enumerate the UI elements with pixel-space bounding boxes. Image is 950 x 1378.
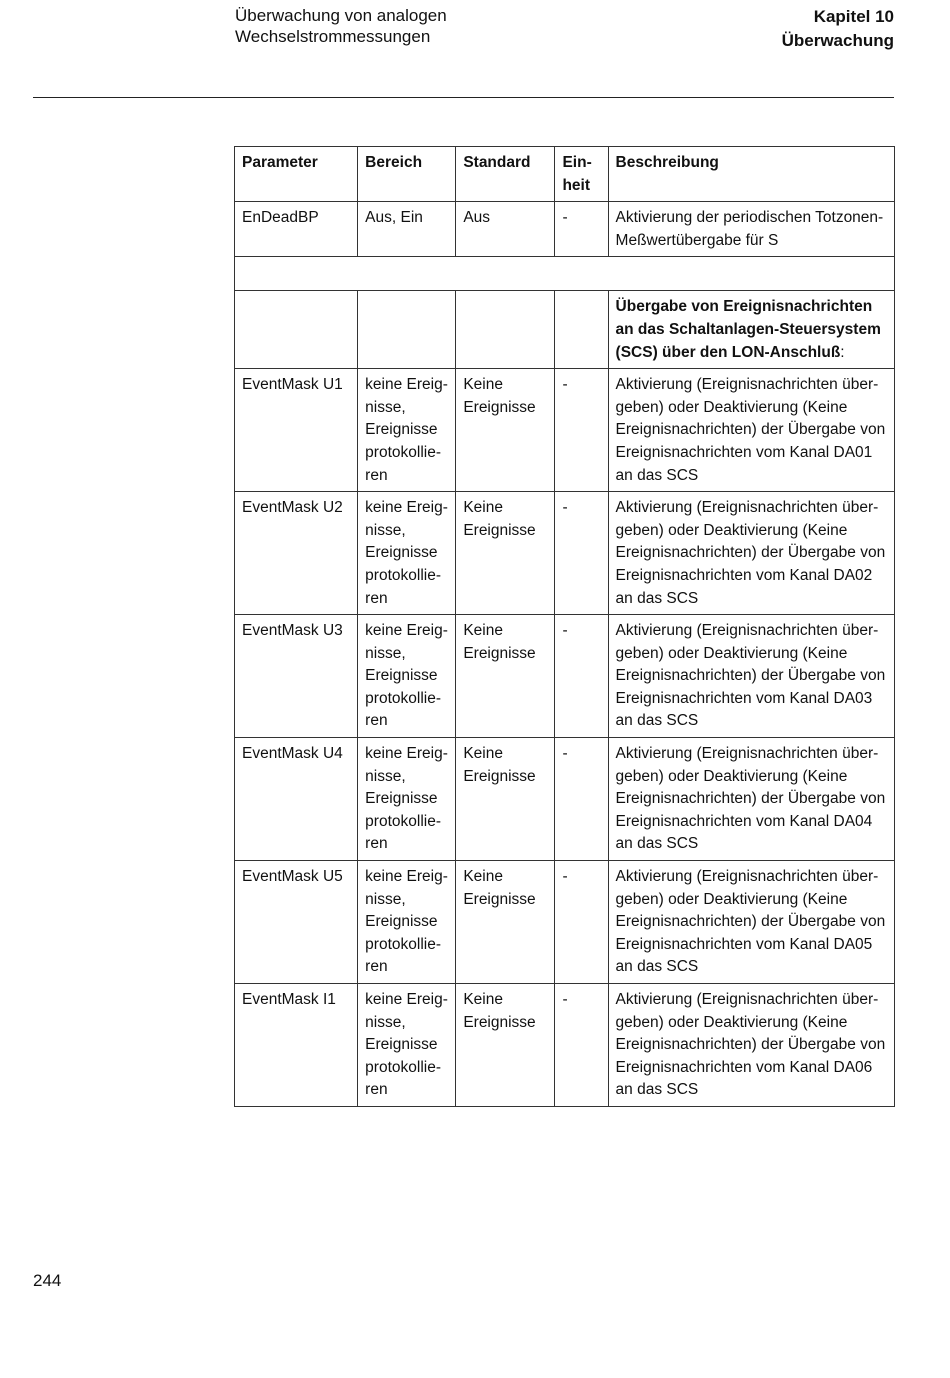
cell-default-text: Keine Ereignisse xyxy=(463,376,536,416)
cell-unit xyxy=(555,861,608,984)
cell-range xyxy=(358,615,456,738)
cell-range xyxy=(358,369,456,492)
header-section-title xyxy=(235,5,447,47)
header-divider xyxy=(33,97,894,98)
cell-default xyxy=(456,369,555,492)
column-header-default: Standard xyxy=(456,147,555,202)
cell-parameter xyxy=(235,369,358,492)
cell-description-text: Aktivierung (Ereignisnachrichten über- geben) oder Deaktivierung (Keine Ereignisnachrichten) der Übergabe von Ereignisnachrichten vom Kanal DA03 an das SCS xyxy=(615,622,886,730)
cell-default-text: Keine Ereignisse xyxy=(463,499,536,539)
cell-parameter-text: EventMask U5 xyxy=(242,868,343,886)
cell-description xyxy=(608,369,894,492)
cell-description-text: Aktivierung (Ereignisnachrichten über- geben) oder Deaktivierung (Keine Ereignisnachrichten) der Übergabe von Ereignisnachrichten vom Kanal DA04 an das SCS xyxy=(615,745,886,853)
column-header-unit xyxy=(555,147,608,202)
cell-unit-text: - xyxy=(562,499,568,517)
cell-unit-text: - xyxy=(562,868,568,886)
table-row xyxy=(235,369,895,492)
cell-parameter: EnDeadBP xyxy=(235,202,358,257)
column-header-description: Beschreibung xyxy=(608,147,894,202)
cell-parameter xyxy=(235,861,358,984)
section-heading-text: Übergabe von Ereignisnachrichten an das Schaltanlagen-Steuersystem (SCS) über den LON-Anschluß xyxy=(615,298,881,361)
empty-cell xyxy=(555,291,608,369)
table-header-row xyxy=(235,147,895,202)
cell-default-text: Keine Ereignisse xyxy=(463,745,536,785)
chapter-title: Überwachung xyxy=(781,31,894,50)
table-row xyxy=(235,984,895,1107)
cell-default xyxy=(456,861,555,984)
cell-description xyxy=(608,738,894,861)
cell-unit-text: - xyxy=(562,376,568,394)
cell-range-text: keine Ereig- nisse, Ereignisse protokollie- ren xyxy=(365,991,448,1099)
cell-unit-text: - xyxy=(562,745,568,763)
parameter-table xyxy=(234,146,895,1107)
table-row xyxy=(235,861,895,984)
cell-description xyxy=(608,492,894,615)
cell-range xyxy=(358,492,456,615)
cell-range xyxy=(358,861,456,984)
cell-range-text: keine Ereig- nisse, Ereignisse protokollie- ren xyxy=(365,745,448,853)
cell-unit-text: - xyxy=(562,622,568,640)
cell-description xyxy=(608,984,894,1107)
table-row xyxy=(235,615,895,738)
cell-range xyxy=(358,738,456,861)
cell-parameter-text: EventMask U2 xyxy=(242,499,343,517)
chapter-number: Kapitel 10 xyxy=(813,7,894,26)
cell-description xyxy=(608,861,894,984)
cell-range-text: keine Ereig- nisse, Ereignisse protokollie- ren xyxy=(365,622,448,730)
table-row-endeadbp xyxy=(235,202,895,257)
cell-description xyxy=(608,202,894,257)
empty-cell xyxy=(456,291,555,369)
table-row xyxy=(235,738,895,861)
column-header-parameter: Parameter xyxy=(235,147,358,202)
cell-default: Aus xyxy=(456,202,555,257)
column-header-range: Bereich xyxy=(358,147,456,202)
cell-unit xyxy=(555,492,608,615)
cell-description-text: Aktivierung der periodischen Totzonen- Meßwertübergabe für S xyxy=(615,209,884,249)
cell-unit xyxy=(555,615,608,738)
cell-parameter xyxy=(235,984,358,1107)
cell-unit xyxy=(555,738,608,861)
cell-default-text: Keine Ereignisse xyxy=(463,991,536,1031)
header-title-line2: Wechselstrommessungen xyxy=(235,27,431,46)
cell-range-text: keine Ereig- nisse, Ereignisse protokollie- ren xyxy=(365,868,448,976)
cell-unit-text: - xyxy=(562,991,568,1008)
cell-range: Aus, Ein xyxy=(358,202,456,257)
cell-description-text: Aktivierung (Ereignisnachrichten über- geben) oder Deaktivierung (Keine Ereignisnachrichten) der Übergabe von Ereignisnachrichten vom Kanal DA01 an das SCS xyxy=(615,376,886,484)
column-header-unit-text: Ein- heit xyxy=(562,154,592,194)
table-spacer-row xyxy=(235,257,895,291)
cell-range-text: keine Ereig- nisse, Ereignisse protokollie- ren xyxy=(365,376,448,484)
cell-parameter xyxy=(235,492,358,615)
cell-default xyxy=(456,492,555,615)
page-number: 244 xyxy=(33,1271,62,1290)
empty-cell xyxy=(358,291,456,369)
cell-parameter-text: EventMask U1 xyxy=(242,376,343,394)
table-row xyxy=(235,492,895,615)
cell-unit xyxy=(555,984,608,1107)
cell-unit xyxy=(555,369,608,492)
cell-description-text: Aktivierung (Ereignisnachrichten über- geben) oder Deaktivierung (Keine Ereignisnachrichten) der Übergabe von Ereignisnachrichten vom Kanal DA05 an das SCS xyxy=(615,868,886,976)
section-heading-colon: : xyxy=(840,343,845,361)
cell-description-text: Aktivierung (Ereignisnachrichten über- geben) oder Deaktivierung (Keine Ereignisnachrichten) der Übergabe von Ereignisnachrichten vom Kanal DA06 an das SCS xyxy=(615,991,886,1099)
header-title-line1: Überwachung von analogen xyxy=(235,6,447,25)
cell-default-text: Keine Ereignisse xyxy=(463,622,536,662)
cell-default xyxy=(456,984,555,1107)
header-chapter xyxy=(782,5,894,53)
cell-range xyxy=(358,984,456,1107)
cell-default xyxy=(456,738,555,861)
empty-cell xyxy=(235,291,358,369)
cell-parameter-text: EventMask U3 xyxy=(242,622,343,640)
cell-unit: - xyxy=(555,202,608,257)
cell-parameter xyxy=(235,615,358,738)
table-section-row xyxy=(235,291,895,369)
cell-parameter xyxy=(235,738,358,861)
cell-parameter-text: EventMask I1 xyxy=(242,991,336,1008)
cell-default-text: Keine Ereignisse xyxy=(463,868,536,908)
spacer-cell xyxy=(235,257,895,291)
cell-range-text: keine Ereig- nisse, Ereignisse protokollie- ren xyxy=(365,499,448,607)
section-heading-cell xyxy=(608,291,894,369)
cell-default xyxy=(456,615,555,738)
cell-parameter-text: EventMask U4 xyxy=(242,745,343,763)
cell-description xyxy=(608,615,894,738)
cell-description-text: Aktivierung (Ereignisnachrichten über- geben) oder Deaktivierung (Keine Ereignisnachrichten) der Übergabe von Ereignisnachrichten vom Kanal DA02 an das SCS xyxy=(615,499,886,607)
